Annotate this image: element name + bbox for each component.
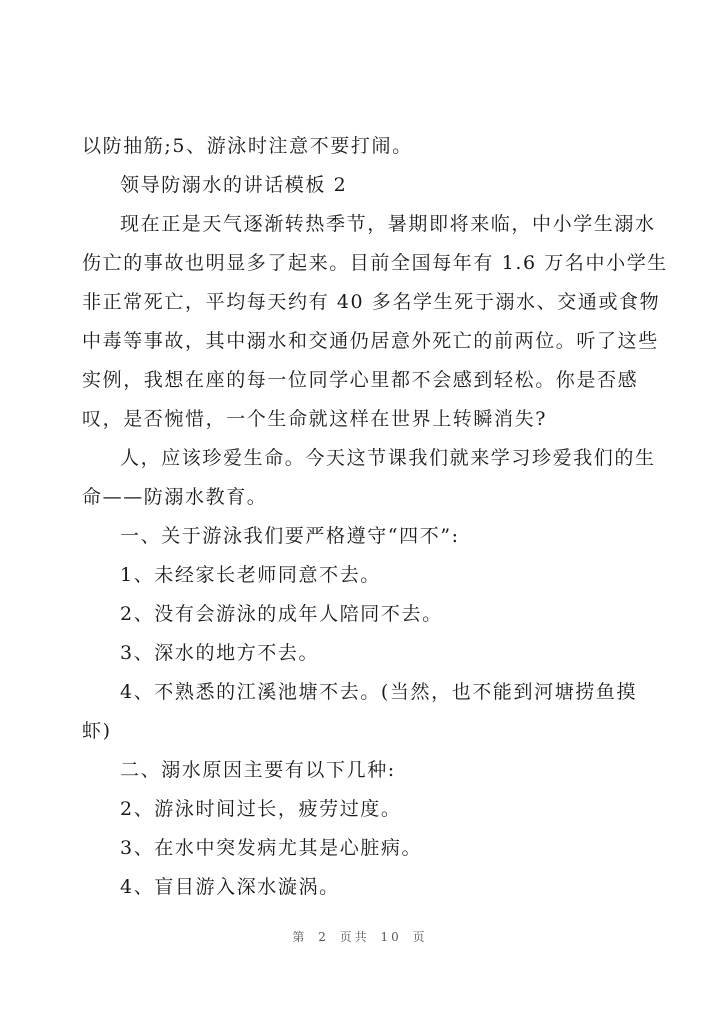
list-heading: 二、溺水原因主要有以下几种:	[120, 759, 396, 781]
text-line: 现在正是天气逐渐转热季节，暑期即将来临，中小学生溺水	[120, 213, 656, 235]
list-heading: 一、关于游泳我们要严格遵守“四不”:	[120, 525, 460, 547]
list-item: 3、深水的地方不去。	[120, 642, 320, 664]
text-line: 伤亡的事故也明显多了起来。目前全国每年有 1.6 万名中小学生	[82, 252, 668, 274]
list-item: 2、没有会游泳的成年人陪同不去。	[120, 603, 443, 625]
text-line: 人，应该珍爱生命。今天这节课我们就来学习珍爱我们的生	[120, 447, 656, 469]
list-item: 3、在水中突发病尤其是心脏病。	[120, 837, 423, 859]
page-number-footer: 第 2 页共 10 页	[292, 930, 428, 944]
text-line: 非正常死亡，平均每天约有 40 多名学生死于溺水、交通或食物	[82, 291, 661, 313]
list-item: 1、未经家长老师同意不去。	[120, 564, 381, 586]
text-line: 叹，是否惋惜，一个生命就这样在世界上转瞬消失?	[82, 408, 547, 430]
text-line: 实例，我想在座的每一位同学心里都不会感到轻松。你是否感	[82, 369, 639, 391]
text-line: 以防抽筋;5、游泳时注意不要打闹。	[82, 135, 413, 157]
list-item: 2、游泳时间过长，疲劳过度。	[120, 798, 402, 820]
text-line: 命——防溺水教育。	[82, 486, 268, 508]
section-heading: 领导防溺水的讲话模板 2	[120, 174, 348, 196]
text-line: 虾)	[82, 720, 112, 742]
text-line: 中毒等事故，其中溺水和交通仍居意外死亡的前两位。听了这些	[82, 330, 659, 352]
list-item: 4、盲目游入深水漩涡。	[120, 876, 340, 898]
list-item: 4、不熟悉的江溪池塘不去。(当然，也不能到河塘捞鱼摸	[120, 681, 638, 703]
